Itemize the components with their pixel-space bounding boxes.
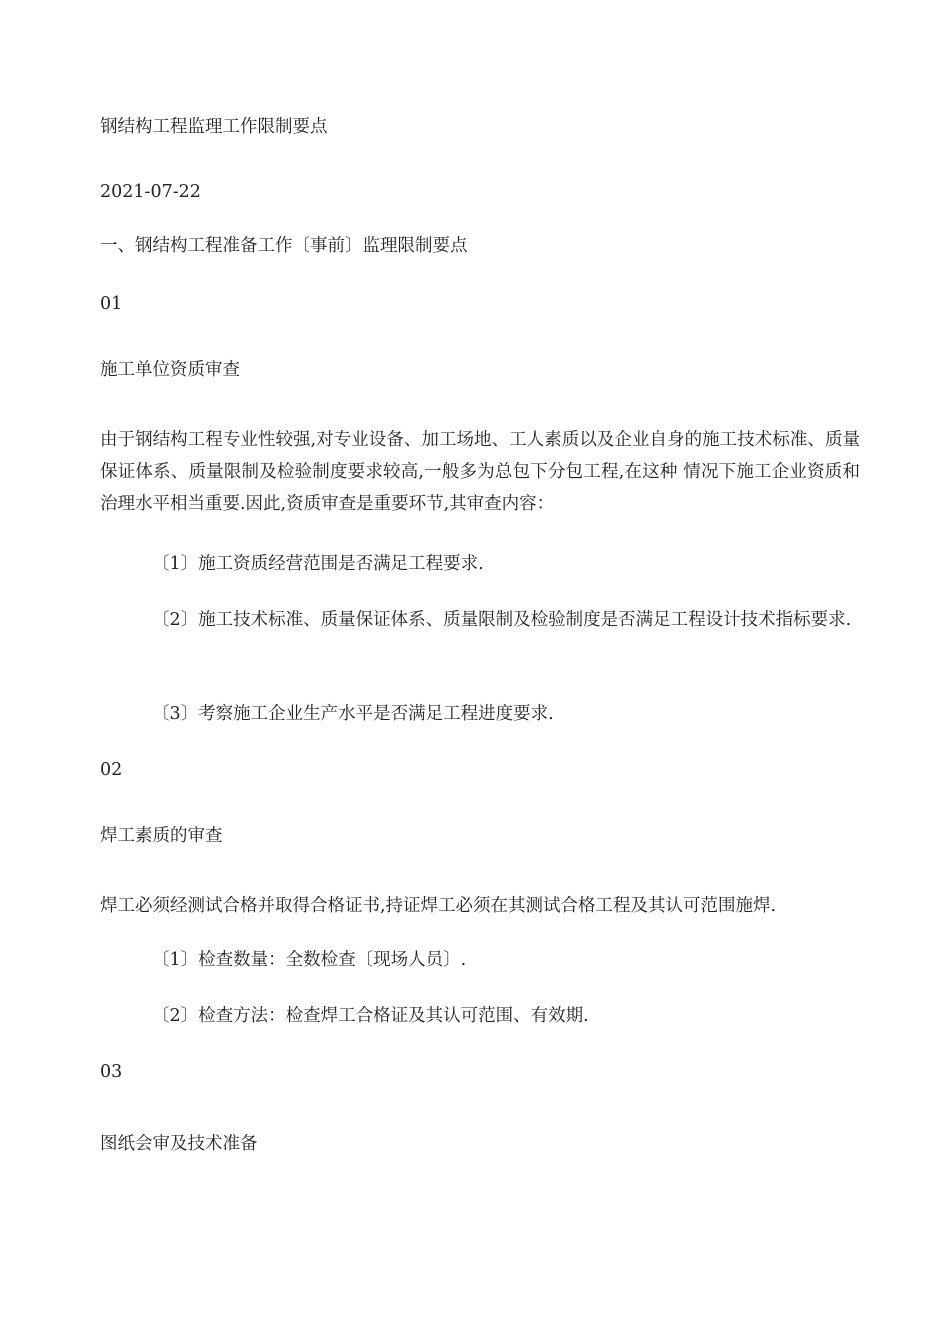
section-heading: 一、钢结构工程准备工作〔事前〕监理限制要点 (100, 236, 468, 256)
subsection-heading: 图纸会审及技术准备 (100, 1134, 258, 1154)
paragraph: 焊工必须经测试合格并取得合格证书,持证焊工必须在其测试合格工程及其认可范围施焊. (100, 896, 777, 916)
list-item: 〔1〕检查数量：全数检查〔现场人员〕. (152, 950, 467, 970)
subsection-heading: 焊工素质的审查 (100, 826, 223, 846)
subsection-number: 01 (100, 294, 123, 314)
document-title: 钢结构工程监理工作限制要点 (100, 117, 328, 137)
document-date: 2021-07-22 (100, 182, 201, 202)
list-item: 〔3〕考察施工企业生产水平是否满足工程进度要求. (152, 704, 554, 724)
subsection-heading: 施工单位资质审查 (100, 360, 240, 380)
subsection-number: 03 (100, 1062, 123, 1082)
list-item: 〔1〕施工资质经营范围是否满足工程要求. (152, 554, 484, 574)
subsection-number: 02 (100, 760, 123, 780)
list-item: 〔2〕检查方法：检查焊工合格证及其认可范围、有效期. (152, 1006, 589, 1026)
list-item: 〔2〕施工技术标准、质量保证体系、质量限制及检验制度是否满足工程设计技术指标要求. (152, 610, 852, 630)
paragraph: 由于钢结构工程专业性较强,对专业设备、加工场地、工人素质以及企业自身的施工技术标准、质量保证体系、质量限制及检验制度要求较高,一般多为总包下分包工程,在这种 情况下施工企业资质和治理水平相当重要.因此,资质审查是重要环节,其审查内容： (100, 430, 860, 514)
